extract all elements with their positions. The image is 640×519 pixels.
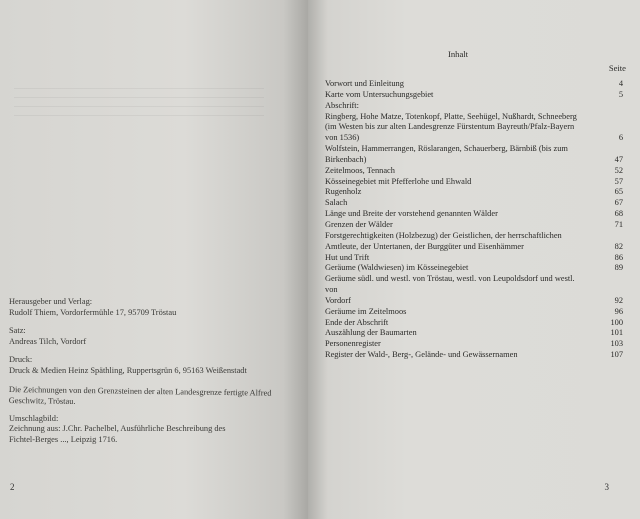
toc-entry-title bbox=[325, 328, 603, 339]
right-page-number: 3 bbox=[604, 482, 609, 492]
toc-entry-line: Hut und Trift bbox=[325, 252, 370, 262]
toc-entry bbox=[325, 339, 623, 350]
toc-entry-line: Personenregister bbox=[325, 339, 381, 349]
toc-entry-title bbox=[325, 209, 603, 220]
toc-entry-page: 52 bbox=[614, 165, 623, 175]
toc-entry-line: Kösseinegebiet mit Pfefferlohe und Ehwald bbox=[325, 176, 472, 186]
toc-entry-page: 71 bbox=[614, 219, 623, 229]
toc-entry bbox=[325, 307, 623, 318]
toc-entry-line: Abschrift: bbox=[325, 100, 359, 110]
toc-entry bbox=[325, 198, 623, 209]
table-of-contents bbox=[325, 79, 623, 361]
toc-entry-page: 92 bbox=[614, 295, 623, 305]
imprint-label: Umschlagbild: bbox=[9, 413, 59, 423]
toc-entry-title bbox=[325, 263, 603, 274]
toc-entry-title bbox=[325, 274, 603, 307]
imprint-text: Die Zeichnungen von den Grenzsteinen der alten Landesgrenze fertigte Alfred bbox=[8, 384, 272, 398]
toc-entry-line: Amtleute, der Untertanen, der Burggüter und Eisenhämmer bbox=[325, 241, 524, 251]
toc-entry-page: 5 bbox=[618, 89, 623, 99]
toc-entry-line: Ende der Abschrift bbox=[325, 317, 389, 327]
toc-entry-line: (im Westen bis zur alten Landesgrenze Fürstentum Bayreuth/Pfalz-Bayern bbox=[325, 122, 575, 132]
toc-entry-line: Geräume südl. und westl. von Tröstau, westl. von Leupoldsdorf und westl. von bbox=[325, 274, 575, 295]
toc-entry-title bbox=[325, 339, 603, 350]
toc-entry-line: Rugenholz bbox=[325, 187, 362, 197]
imprint-label: Herausgeber und Verlag: bbox=[9, 297, 93, 306]
toc-entry-title bbox=[325, 177, 603, 188]
toc-entry-title bbox=[325, 198, 603, 209]
toc-entry-line: Wolfstein, Hammerrangen, Röslarangen, Schauerberg, Bärnbiß (bis zum bbox=[325, 144, 568, 154]
toc-entry bbox=[325, 187, 623, 198]
toc-entry-title bbox=[325, 253, 603, 264]
toc-entry-line: Vordorf bbox=[325, 295, 351, 305]
toc-entry-page: 100 bbox=[610, 317, 623, 327]
imprint-text: Fichtel-Berges ..., Leipzig 1716. bbox=[9, 434, 118, 444]
toc-entry bbox=[325, 79, 623, 90]
toc-entry-line: Geräume (Waldwiesen) im Kösseinegebiet bbox=[325, 263, 469, 273]
toc-entry bbox=[325, 101, 623, 112]
toc-entry-title bbox=[325, 144, 603, 166]
imprint-entry bbox=[9, 326, 305, 347]
imprint-label: Satz: bbox=[9, 326, 26, 336]
toc-entry bbox=[325, 144, 623, 166]
toc-entry-page: 6 bbox=[618, 133, 623, 143]
imprint-entry bbox=[9, 385, 305, 410]
toc-entry-title bbox=[325, 166, 603, 177]
toc-entry bbox=[325, 263, 623, 274]
imprint-text: Geschwitz, Tröstau. bbox=[8, 395, 76, 406]
toc-entry-page: 65 bbox=[614, 187, 623, 197]
imprint-entry bbox=[9, 355, 305, 376]
toc-entry bbox=[325, 318, 623, 329]
toc-entry-line: Länge und Breite der vorstehend genannten Wälder bbox=[325, 209, 498, 219]
imprint-text: Andreas Tilch, Vordorf bbox=[9, 336, 87, 346]
toc-entry bbox=[325, 177, 623, 188]
toc-entry bbox=[325, 112, 623, 145]
imprint-text: Rudolf Thiem, Vordorfermühle 17, 95709 Tröstau bbox=[9, 307, 177, 317]
toc-entry-line: Karte vom Untersuchungsgebiet bbox=[325, 89, 434, 99]
toc-entry-title bbox=[325, 220, 603, 231]
toc-entry-page: 96 bbox=[614, 306, 623, 316]
toc-entry-line: Forstgerechtigkeiten (Holzbezug) der Geistlichen, der herrschaftlichen bbox=[325, 230, 562, 240]
toc-entry-page: 67 bbox=[614, 198, 623, 208]
toc-entry-page: 107 bbox=[610, 350, 623, 360]
toc-entry-page: 101 bbox=[610, 328, 623, 338]
toc-entry-line: Ringberg, Hohe Matze, Totenkopf, Platte, Seehügel, Nußhardt, Schneeberg bbox=[325, 111, 577, 121]
toc-entry-title bbox=[325, 187, 603, 198]
toc-entry-page: 86 bbox=[614, 252, 623, 262]
toc-entry bbox=[325, 231, 623, 253]
toc-entry-page: 57 bbox=[614, 176, 623, 186]
toc-entry-page: 89 bbox=[614, 263, 623, 273]
toc-entry-title bbox=[325, 350, 603, 361]
toc-entry bbox=[325, 253, 623, 264]
toc-entry-title bbox=[325, 90, 603, 101]
imprint-text: Druck & Medien Heinz Späthling, Ruppertsgrün 6, 95163 Weißenstadt bbox=[9, 365, 247, 375]
imprint-text: Zeichnung aus: J.Chr. Pachelbel, Ausführliche Beschreibung des bbox=[9, 424, 226, 434]
toc-entry bbox=[325, 220, 623, 231]
toc-entry-line: Birkenbach) bbox=[325, 154, 367, 164]
right-page bbox=[308, 0, 640, 519]
toc-entry-title bbox=[325, 101, 603, 112]
toc-title: Inhalt bbox=[448, 49, 469, 59]
toc-entry-line: Zeitelmoos, Tennach bbox=[325, 165, 395, 175]
toc-entry bbox=[325, 328, 623, 339]
left-page-number: 2 bbox=[10, 482, 15, 492]
toc-entry bbox=[325, 90, 623, 101]
toc-entry-line: von 1536) bbox=[325, 133, 360, 143]
toc-entry-page: 47 bbox=[614, 154, 623, 164]
toc-entry-page: 82 bbox=[614, 241, 623, 251]
toc-entry-line: Geräume im Zeitelmoos bbox=[325, 306, 407, 316]
toc-entry-line: Vorwort und Einleitung bbox=[325, 79, 404, 88]
toc-entry-page: 103 bbox=[610, 339, 623, 349]
left-page bbox=[0, 0, 308, 519]
toc-entry-line: Grenzen der Wälder bbox=[325, 219, 393, 229]
toc-entry-title bbox=[325, 307, 603, 318]
imprint-label: Druck: bbox=[9, 355, 33, 365]
toc-entry-title bbox=[325, 112, 603, 145]
imprint-entry bbox=[9, 297, 305, 318]
toc-entry-title bbox=[325, 231, 603, 253]
toc-entry bbox=[325, 166, 623, 177]
toc-page-column-header: Seite bbox=[608, 63, 626, 73]
toc-entry-page: 68 bbox=[614, 209, 623, 219]
toc-entry-page: 4 bbox=[618, 79, 623, 88]
show-through-text bbox=[14, 88, 264, 116]
toc-entry-line: Register der Wald-, Berg-, Gelände- und Gewässernamen bbox=[325, 350, 518, 360]
imprint-block bbox=[9, 297, 305, 454]
toc-entry bbox=[325, 350, 623, 361]
toc-entry-title bbox=[325, 79, 603, 90]
toc-entry bbox=[325, 274, 623, 307]
toc-entry-title bbox=[325, 318, 603, 329]
toc-entry-line: Auszählung der Baumarten bbox=[325, 328, 417, 338]
imprint-entry bbox=[9, 414, 305, 446]
toc-entry bbox=[325, 209, 623, 220]
toc-entry-line: Salach bbox=[325, 198, 348, 208]
